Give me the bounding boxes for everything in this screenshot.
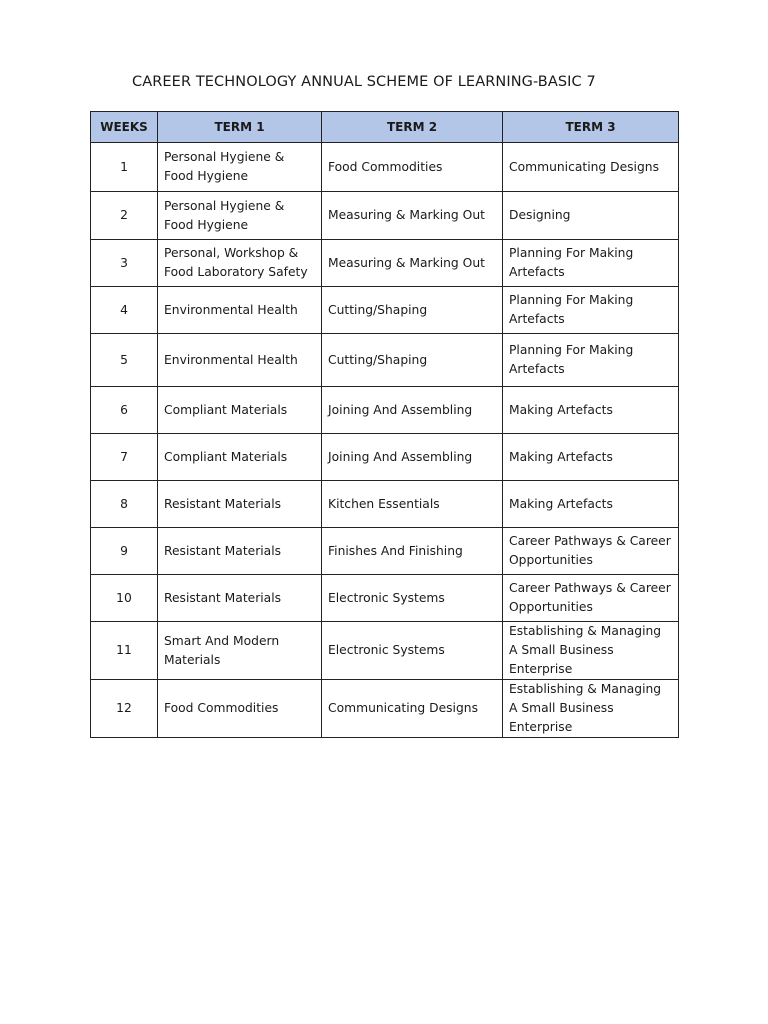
term2-cell: Electronic Systems: [322, 622, 503, 680]
term3-cell: Making Artefacts: [503, 387, 679, 434]
table-row: [91, 528, 679, 575]
term2-cell: Measuring & Marking Out: [322, 240, 503, 287]
term2-cell: Food Commodities: [322, 143, 503, 192]
term3-cell: Making Artefacts: [503, 434, 679, 481]
term2-cell: Joining And Assembling: [322, 434, 503, 481]
document-title: CAREER TECHNOLOGY ANNUAL SCHEME OF LEARNING-BASIC 7: [132, 74, 596, 90]
term2-cell: Finishes And Finishing: [322, 528, 503, 575]
term1-cell: Personal, Workshop & Food Laboratory Safety: [158, 240, 322, 287]
column-header-weeks: WEEKS: [91, 112, 158, 143]
table-row: [91, 240, 679, 287]
column-header-term-2: TERM 2: [322, 112, 503, 143]
term3-cell: Planning For Making Artefacts: [503, 334, 679, 387]
table-row: [91, 481, 679, 528]
term2-cell: Communicating Designs: [322, 680, 503, 738]
term1-cell: Compliant Materials: [158, 434, 322, 481]
term1-cell: Environmental Health: [158, 287, 322, 334]
week-cell: 4: [91, 287, 158, 334]
term2-cell: Cutting/Shaping: [322, 287, 503, 334]
term3-cell: Career Pathways & Career Opportunities: [503, 575, 679, 622]
column-header-term-3: TERM 3: [503, 112, 679, 143]
term2-cell: Electronic Systems: [322, 575, 503, 622]
table-row: [91, 575, 679, 622]
term2-cell: Joining And Assembling: [322, 387, 503, 434]
term1-cell: Resistant Materials: [158, 528, 322, 575]
term1-cell: Environmental Health: [158, 334, 322, 387]
week-cell: 9: [91, 528, 158, 575]
term1-cell: Personal Hygiene & Food Hygiene: [158, 143, 322, 192]
term2-cell: Kitchen Essentials: [322, 481, 503, 528]
term1-cell: Compliant Materials: [158, 387, 322, 434]
term3-cell: Career Pathways & Career Opportunities: [503, 528, 679, 575]
scheme-table: [90, 111, 679, 738]
table-row: [91, 434, 679, 481]
week-cell: 2: [91, 192, 158, 240]
term3-cell: Making Artefacts: [503, 481, 679, 528]
term3-cell: Planning For Making Artefacts: [503, 287, 679, 334]
table-row: [91, 387, 679, 434]
term3-cell: Communicating Designs: [503, 143, 679, 192]
week-cell: 8: [91, 481, 158, 528]
week-cell: 7: [91, 434, 158, 481]
table-row: [91, 287, 679, 334]
week-cell: 3: [91, 240, 158, 287]
term1-cell: Resistant Materials: [158, 575, 322, 622]
table-row: [91, 622, 679, 680]
week-cell: 1: [91, 143, 158, 192]
week-cell: 5: [91, 334, 158, 387]
term2-cell: Cutting/Shaping: [322, 334, 503, 387]
term1-cell: Smart And Modern Materials: [158, 622, 322, 680]
week-cell: 11: [91, 622, 158, 680]
term3-cell: Establishing & Managing A Small Business Enterprise: [503, 680, 679, 738]
term1-cell: Personal Hygiene & Food Hygiene: [158, 192, 322, 240]
table-row: [91, 680, 679, 738]
table-row: [91, 143, 679, 192]
week-cell: 6: [91, 387, 158, 434]
term2-cell: Measuring & Marking Out: [322, 192, 503, 240]
table-row: [91, 192, 679, 240]
term3-cell: Designing: [503, 192, 679, 240]
table-row: [91, 334, 679, 387]
table-header-row: [91, 112, 679, 143]
week-cell: 12: [91, 680, 158, 738]
table-body: [91, 143, 679, 738]
term1-cell: Food Commodities: [158, 680, 322, 738]
week-cell: 10: [91, 575, 158, 622]
column-header-term-1: TERM 1: [158, 112, 322, 143]
term3-cell: Planning For Making Artefacts: [503, 240, 679, 287]
term3-cell: Establishing & Managing A Small Business Enterprise: [503, 622, 679, 680]
term1-cell: Resistant Materials: [158, 481, 322, 528]
